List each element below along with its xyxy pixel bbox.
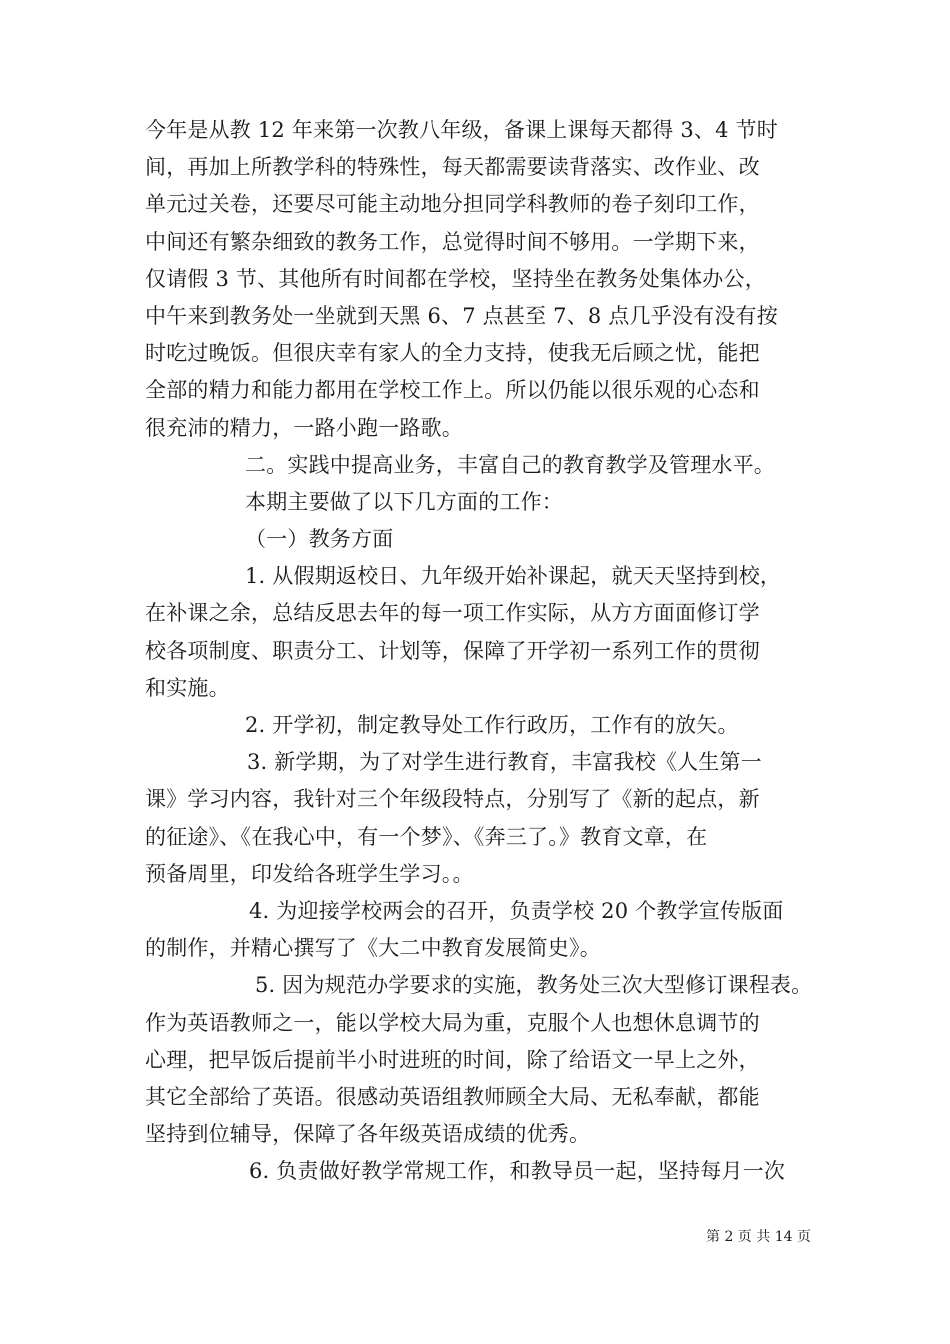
text-line: 本期主要做了以下几方面的工作： bbox=[245, 489, 563, 514]
list-item-4: 4. 为迎接学校两会的召开，负责学校 20 个教学宣传版面 bbox=[249, 898, 784, 923]
text-line: 的制作，并精心撰写了《大二中教育发展简史》。 bbox=[145, 936, 601, 961]
text-line: 今年是从教 12 年来第一次教八年级，备课上课每天都得 3、4 节时 bbox=[145, 118, 778, 142]
text-line: 坚持到位辅导，保障了各年级英语成绩的优秀。 bbox=[145, 1122, 591, 1147]
list-item-3: 3. 新学期，为了对学生进行教育，丰富我校《人生第一 bbox=[247, 750, 762, 775]
text-line: 心理，把早饭后提前半小时进班的时间，除了给语文一早上之外， bbox=[145, 1047, 760, 1072]
text-line: 中午来到教务处一坐就到天黑 6、7 点甚至 7、8 点几乎没有没有按 bbox=[145, 303, 778, 328]
list-item-6: 6. 负责做好教学常规工作，和教导员一起，坚持每月一次 bbox=[249, 1159, 786, 1184]
text-line: 的征途》、《在我心中，有一个梦》、《奔三了。》教育文章，在 bbox=[145, 824, 708, 849]
text-line: 作为英语教师之一，能以学校大局为重，克服个人也想休息调节的 bbox=[145, 1010, 760, 1035]
list-item-5: 5. 因为规范办学要求的实施，教务处三次大型修订课程表。 bbox=[255, 973, 813, 998]
list-item-1: 1. 从假期返校日、九年级开始补课起，就天天坚持到校， bbox=[245, 564, 782, 589]
text-line: 课》学习内容，我针对三个年级段特点，分别写了《新的起点，新 bbox=[145, 787, 760, 812]
list-item-2: 2. 开学初，制定教导处工作行政历，工作有的放矢。 bbox=[245, 713, 739, 737]
text-line: 和实施。 bbox=[145, 675, 230, 700]
text-line: 单元过关卷，还要尽可能主动地分担同学科教师的卷子刻印工作， bbox=[145, 192, 760, 217]
document-body bbox=[145, 112, 825, 1190]
section-heading: 二。实践中提高业务，丰富自己的教育教学及管理水平。 bbox=[245, 452, 775, 477]
text-line: 间，再加上所教学科的特殊性，每天都需要读背落实、改作业、改 bbox=[145, 155, 760, 180]
text-line: 在补课之余，总结反思去年的每一项工作实际，从方方面面修订学 bbox=[145, 601, 760, 626]
text-line: 校各项制度、职责分工、计划等，保障了开学初一系列工作的贯彻 bbox=[145, 638, 760, 663]
text-line: 仅请假 3 节、其他所有时间都在学校，坚持坐在教务处集体办公， bbox=[145, 266, 766, 291]
page-number-footer: 第 2 页 共 14 页 bbox=[706, 1229, 811, 1245]
text-line: 预备周里，印发给各班学生学习。。 bbox=[145, 861, 474, 886]
text-line: 全部的精力和能力都用在学校工作上。所以仍能以很乐观的心态和 bbox=[145, 378, 760, 403]
text-line: 很充沛的精力，一路小跑一路歌。 bbox=[145, 415, 463, 440]
subsection-heading: （一）教务方面 bbox=[245, 527, 394, 552]
text-line: 时吃过晚饭。但很庆幸有家人的全力支持，使我无后顾之忧，能把 bbox=[145, 341, 760, 366]
text-line: 其它全部给了英语。很感动英语组教师顾全大局、无私奉献，都能 bbox=[145, 1084, 760, 1109]
text-line: 中间还有繁杂细致的教务工作，总觉得时间不够用。一学期下来， bbox=[145, 229, 760, 254]
